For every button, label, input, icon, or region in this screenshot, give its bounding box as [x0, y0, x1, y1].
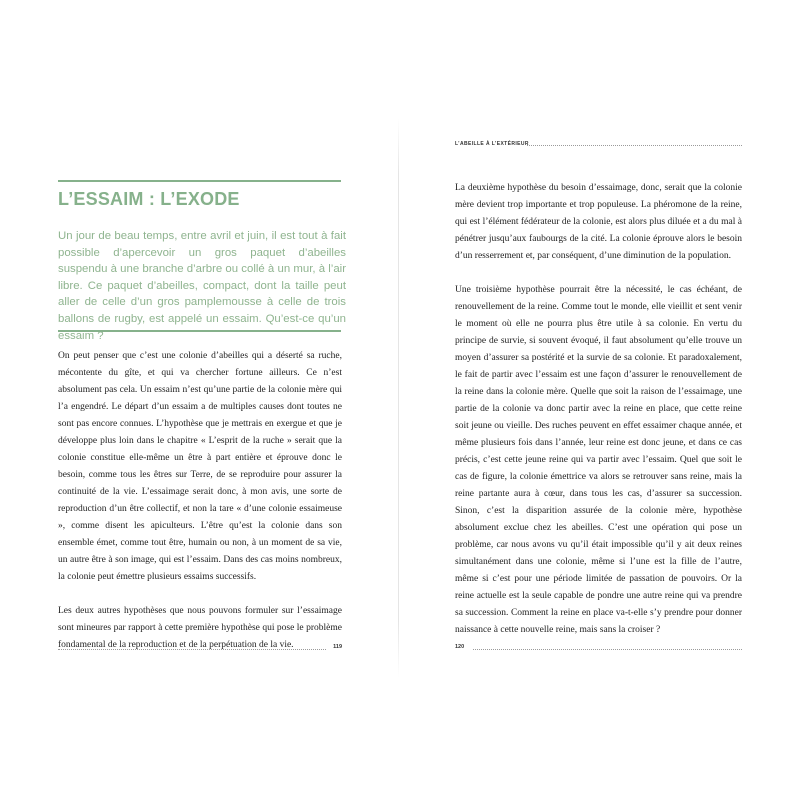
right-page — [399, 0, 800, 800]
chapter-intro — [58, 228, 346, 344]
body-paragraph: On peut penser que c’est une colonie d’abeilles qui a déserté sa ruche, mécontente du gîte, et qui va chercher fortune ailleurs. Ce n’est absolument pas cela. Un essaim n’est qu’une partie de la colonie mère qui l’a engendré. Le départ d’un essaim a de multiples causes dont toutes ne sont pas encore connues. L’hypothèse que je mettrais en exergue et que je développe plus loin dans le chapitre « L’esprit de la ruche » serait que la colonie constitue elle-même un être à part entière et éprouve donc le besoin, comme tous les êtres sur Terre, de se reproduire pour assurer la continuité de la vie. L’essaimage serait donc, à mon avis, une sorte de reproduction d’un être collectif, et non la tare « d’une colonie essaimeuse », comme disent les apiculteurs. L’être qu’est la colonie dans son ensemble émet, comme tout être, humain ou non, à un moment de sa vie, un autre être à son image, qui est l’essaim. Dans des cas moins nombreux, la colonie peut émettre plusieurs essaims successifs. — [58, 351, 342, 582]
left-page — [0, 0, 398, 800]
intro-rule — [58, 330, 341, 332]
page-number: 120 — [455, 644, 465, 650]
running-head — [455, 141, 742, 149]
body-paragraph: La deuxième hypothèse du besoin d’essaimage, donc, serait que la colonie mère devient trop importante et trop populeuse. La phéromone de la reine, qui est l’élément fédérateur de la colonie, est alors plus diluée et a du mal à pénétrer jusqu’aux faubourgs de la cité. La colonie éprouve alors le besoin d’un resserrement et, par conséquent, d’une diminution de la population. — [455, 183, 742, 261]
chapter-title: L’ESSAIM : L’EXODE — [58, 189, 240, 209]
right-body-text — [455, 180, 742, 656]
running-head-dotted-rule — [527, 145, 742, 146]
footer-dotted-rule — [473, 649, 742, 650]
left-body-text — [58, 348, 342, 671]
footer-dotted-rule — [58, 649, 326, 650]
left-footer — [58, 644, 342, 654]
title-rule — [58, 180, 341, 182]
body-paragraph: Les deux autres hypothèses que nous pouvons formuler sur l’essaimage sont mineures par rapport à cette première hypothèse qui pose le problème fondamental de la reproduction et de la perpétuation de la vie. — [58, 606, 342, 650]
page-number: 119 — [333, 644, 342, 650]
running-head-label: L’ABEILLE À L’EXTÉRIEUR — [455, 141, 529, 147]
body-paragraph: Une troisième hypothèse pourrait être la nécessité, le cas échéant, de renouvellement de la reine. Comme tout le monde, elle vieillit et sent venir le moment où elle ne pourra plus être utile à sa colonie. En vertu du principe de survie, si souvent évoqué, il faut absolument qu’elle trouve un moyen d’assurer sa postérité et la survie de sa colonie. Et paradoxalement, le fait de partir avec l’essaim est une façon d’assurer le renouvellement de la reine dans la colonie mère. Quelle que soit la raison de l’essaimage, une partie de la colonie va donc partir avec la reine en place, que cette reine soit jeune ou vieille. Des ruches peuvent en effet essaimer chaque année, et même plusieurs fois dans l’année, leur reine est donc jeune, et dans ce cas précis, c’est cette jeune reine qui va partir avec l’essaim. Quel que soit le cas de figure, la colonie émettrice va alors se retrouver sans reine, mais la reine partante aura à cœur, dans tous les cas, d’assurer sa succession. Sinon, c’est la disparition assurée de la colonie mère, hypothèse absolument exclue chez les abeilles. C’est une opération qui pose un problème, car nous avons vu qu’il était impossible qu’il y ait deux reines simultanément dans une colonie, même si l’une est la fille de l’autre, même si c’est pour une période limitée de passation de pouvoirs. Or la reine actuelle est la seule capable de pondre une autre reine qui va prendre sa succession. Comment la reine en place va-t-elle s’y prendre pour donner naissance à cette nouvelle reine, mais sans la croiser ? — [455, 285, 742, 635]
intro-paragraph: Un jour de beau temps, entre avril et juin, il est tout à fait possible d’apercevoir un gros paquet d’abeilles suspendu à une branche d’arbre ou collé à un mur, à l’air libre. Ce paquet d’abeilles, compact, dont la taille peut aller de celle d’un gros pamplemousse à celle de trois ballons de rugby, est appelé un essaim. Qu’est-ce qu’un essaim ? — [58, 230, 346, 342]
right-footer — [455, 644, 742, 654]
